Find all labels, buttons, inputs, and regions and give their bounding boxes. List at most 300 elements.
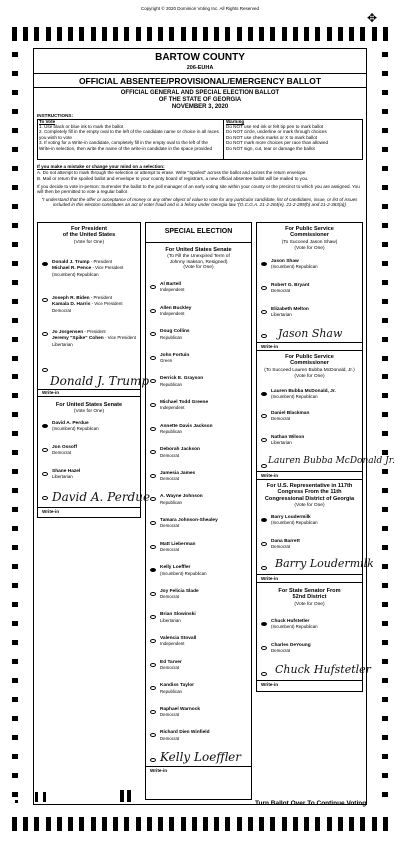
oval-writein-house[interactable] [261, 566, 267, 570]
timing-mark [23, 27, 28, 41]
copyright-text: Copyright © 2020 Dominion Voting Inc. All Rights Reserved [140, 6, 260, 11]
vote-for-one: (Vote for One) [294, 245, 325, 251]
candidate-name: Daniel Blackman [271, 411, 310, 416]
timing-mark [360, 27, 365, 41]
candidate-name: Ed Tarver [160, 659, 182, 665]
timing-mark [382, 223, 388, 228]
oval-trump[interactable] [42, 262, 48, 266]
timing-mark [79, 817, 84, 831]
divider [33, 73, 367, 74]
timing-mark [158, 27, 163, 41]
timing-mark [349, 817, 354, 831]
race-title-line: For U.S. Representative in 117th [266, 483, 353, 489]
oval-writein-psc1[interactable] [261, 334, 267, 338]
candidate-name: Donald J. Trump [52, 260, 90, 265]
election-date: NOVEMBER 3, 2020 [171, 104, 229, 110]
race-title-line: of the United States [62, 232, 116, 239]
timing-mark [293, 817, 298, 831]
oval-wilson[interactable] [261, 438, 267, 442]
timing-mark [382, 71, 388, 76]
candidate-blackman [271, 411, 361, 423]
candidate-party: Democrat [160, 523, 180, 529]
warning-item: Do NOT sign, cut, tear or damage the ballot [226, 145, 315, 151]
timing-mark [382, 583, 388, 588]
timing-mark [12, 318, 18, 323]
candidate-oval[interactable] [150, 356, 156, 360]
timing-mark [12, 716, 18, 721]
timing-mark [12, 52, 18, 57]
timing-mark [91, 817, 96, 831]
candidate-party: Libertarian [52, 341, 73, 347]
timing-mark [192, 817, 197, 831]
candidate-name: Allen Buckley [160, 305, 192, 311]
candidate-role: - President [83, 329, 106, 334]
instructions-divider [223, 119, 224, 160]
candidate-name: Derrick E. Grayson [160, 376, 204, 382]
timing-mark [12, 147, 18, 152]
timing-mark [382, 356, 388, 361]
vote-for-one: (Vote for One) [294, 602, 325, 607]
candidate-barrett [271, 539, 361, 551]
senate-title: For United States Senate [55, 402, 123, 408]
candidate-oval[interactable] [150, 309, 156, 313]
writein-label: Write-in [261, 344, 279, 349]
instruction-step: 3. If voting for a Write-in candidate, completely fill in the empty oval to the left of the Write-in selection, then write the name of the write-in candidate in the space provided [39, 140, 213, 151]
candidate-party: Democrat [160, 476, 180, 482]
timing-mark [372, 27, 377, 41]
oval-mcdonald[interactable] [261, 392, 267, 396]
oval-perdue[interactable] [42, 424, 48, 428]
timing-mark [382, 318, 388, 323]
candidate-role: - President [89, 295, 113, 300]
county-name: BARTOW COUNTY [155, 52, 245, 63]
writein-line [257, 342, 362, 343]
oval-loudermilk[interactable] [261, 518, 267, 522]
timing-mark [12, 817, 17, 831]
oval-barrett[interactable] [261, 542, 267, 546]
timing-mark [382, 716, 388, 721]
candidate-name: Jeremy "Spike" Cohen [52, 336, 104, 342]
timing-mark [304, 27, 309, 41]
candidate-party: (Incumbent) Republican [271, 624, 318, 630]
oval-melton[interactable] [261, 310, 267, 314]
timing-mark [12, 659, 18, 664]
timing-mark [382, 640, 388, 645]
candidate-name: Robert G. Bryant [271, 283, 310, 288]
timing-mark [46, 27, 51, 41]
timing-mark [12, 583, 18, 588]
timing-mark [12, 185, 18, 190]
timing-mark [382, 507, 388, 512]
oval-biden[interactable] [42, 298, 48, 302]
top-timing-marks [12, 27, 388, 41]
timing-mark [12, 697, 18, 702]
timing-mark [382, 280, 388, 285]
ballot-title: OFFICIAL ABSENTEE/PROVISIONAL/EMERGENCY BALLOT [78, 76, 322, 86]
timing-mark [34, 27, 39, 41]
candidate-oval[interactable] [150, 403, 156, 407]
instruction-step: 2. Completely fill in the empty oval to the left of the candidate name or choice in all races you wish to vote [39, 129, 219, 140]
warning-item: Do NOT use red ink or felt tip pen to mark ballot [226, 124, 324, 129]
candidate-role: - Vice President [90, 301, 123, 307]
timing-mark [382, 52, 388, 57]
timing-mark [12, 754, 18, 759]
instruction-step: 1. Use black or blue ink to mark the ballot [39, 124, 124, 129]
candidate-name: Valencia Stovall [160, 636, 197, 641]
candidate-oval[interactable] [150, 285, 156, 289]
timing-mark [293, 27, 298, 41]
candidate-shaw [271, 259, 361, 271]
timing-mark [382, 431, 388, 436]
ballot-subtitle-1: OFFICIAL GENERAL AND SPECIAL ELECTION BALLOT [120, 90, 280, 96]
race-sub-line: (To Succeed Lauren Bubba McDonald, Jr.) [264, 368, 355, 373]
timing-mark [382, 469, 388, 474]
timing-mark [102, 817, 107, 831]
writein-label: Write-in [42, 509, 60, 514]
handwritten-writein: Jason Shaw [278, 327, 343, 340]
timing-mark [315, 27, 320, 41]
race-title-line: Commissioner [290, 360, 329, 367]
candidate-entry [160, 282, 250, 294]
timing-mark [181, 817, 186, 831]
oval-writein-senate[interactable] [42, 496, 48, 500]
ballot-code: 206-EUHA [186, 65, 214, 71]
oval-ossoff[interactable] [42, 448, 48, 452]
candidate-name: Jon Ossoff [52, 445, 78, 450]
timing-mark [192, 27, 197, 41]
race-title-line: Congressional District of Georgia [264, 495, 355, 502]
timing-mark [382, 735, 388, 740]
candidate-name: Jamesia James [160, 470, 196, 476]
divider [37, 396, 141, 397]
candidate-loudermilk [271, 515, 361, 527]
candidate-party: Republican [160, 381, 182, 387]
timing-mark [102, 27, 107, 41]
timing-mark [12, 735, 18, 740]
candidate-oval[interactable] [150, 545, 156, 549]
candidate-name: Joseph R. Biden [52, 296, 90, 301]
timing-mark [12, 412, 18, 417]
candidate-party: Democrat [160, 735, 180, 741]
candidate-party: Democrat [160, 547, 180, 552]
timing-mark [382, 678, 388, 683]
candidate-deyoung [271, 643, 361, 655]
oval-deyoung[interactable] [261, 646, 267, 650]
candidate-role: - Vice President [103, 335, 136, 341]
candidate-party: Republican [160, 334, 182, 340]
timing-mark [91, 27, 96, 41]
oval-hufstetler[interactable] [261, 622, 267, 626]
candidate-party: Republican [160, 688, 182, 694]
oval-writein-special[interactable] [150, 758, 156, 762]
candidate-name: John Fortuin [160, 352, 190, 358]
timing-mark [270, 27, 275, 41]
timing-mark [12, 90, 18, 95]
oval-shaw[interactable] [261, 262, 267, 266]
candidate-oval[interactable] [150, 663, 156, 667]
timing-mark [282, 817, 287, 831]
candidate-party: Democrat [271, 416, 291, 422]
candidate-mcdonald [271, 389, 361, 401]
ballot-subtitle-2: OF THE STATE OF GEORGIA [158, 97, 242, 103]
candidate-name: Lauren Bubba McDonald, Jr. [271, 389, 336, 394]
candidate-name: Matt Lieberman [160, 541, 196, 547]
timing-mark [12, 204, 18, 209]
timing-mark [338, 817, 343, 831]
timing-mark [382, 90, 388, 95]
timing-mark [327, 27, 332, 41]
candidate-entry [160, 565, 250, 577]
candidate-entry [160, 353, 250, 365]
oval-writein-psc2[interactable] [261, 464, 267, 468]
candidate-entry [160, 660, 250, 672]
candidate-party: (Incumbent) Republican [160, 570, 207, 576]
candidate-name: Richard Dien Winfield [160, 730, 210, 736]
candidate-role: - Vice President [91, 265, 124, 271]
timing-mark [12, 678, 18, 683]
candidate-entry [160, 707, 250, 719]
candidate-name: Shane Hazel [52, 469, 81, 474]
candidate-name: Elizabeth Melton [271, 307, 309, 312]
timing-mark [383, 817, 388, 831]
timing-mark [382, 299, 388, 304]
candidate-trump [52, 259, 140, 278]
oval-jorgensen[interactable] [42, 332, 48, 336]
race-sub-line: (To Succeed Jason Shaw) [281, 240, 338, 245]
candidate-entry [160, 636, 250, 648]
race-title-line: For President [70, 226, 108, 232]
to-vote-heading: To Vote [39, 119, 56, 124]
bottom-timing-marks [12, 817, 388, 831]
timing-mark [113, 27, 118, 41]
warning-item: Do NOT use check marks or X to mark ballot [226, 134, 318, 140]
candidate-party: Independent [160, 311, 185, 316]
oval-bryant[interactable] [261, 286, 267, 290]
timing-mark [158, 817, 163, 831]
timing-mark [12, 356, 18, 361]
candidate-oval[interactable] [150, 592, 156, 596]
candidate-party: Independent [160, 287, 185, 293]
timing-mark [12, 280, 18, 285]
timing-mark [124, 817, 129, 831]
oval-writein-president[interactable] [42, 368, 48, 372]
candidate-hazel [52, 469, 140, 481]
candidate-party: Democrat [271, 648, 291, 654]
crosshair-icon: ✥ [367, 11, 378, 25]
candidate-name: Kandiss Taylor [160, 683, 195, 689]
candidate-party: Democrat [271, 544, 291, 550]
candidate-party: Libertarian [271, 312, 292, 318]
timing-mark [248, 27, 253, 41]
candidate-name: Jason Shaw [271, 259, 299, 264]
candidate-entry [160, 612, 250, 624]
candidate-oval[interactable] [150, 710, 156, 714]
candidate-name: Joy Felicia Slade [160, 588, 199, 594]
candidate-party: Democrat [52, 307, 72, 313]
timing-mark [382, 242, 388, 247]
timing-mark [79, 27, 84, 41]
writein-line [257, 471, 362, 472]
timing-mark [382, 659, 388, 664]
mistake-a: A. Do not attempt to mark through the selection or attempt to erase. Write "Spoiled" across the ballot and across the return envelope [37, 170, 306, 175]
timing-mark [382, 185, 388, 190]
timing-mark [383, 27, 388, 41]
timing-mark [382, 109, 388, 114]
candidate-name: Annette Davis Jackson [160, 423, 213, 429]
candidate-party: (Incumbent) Republican [271, 264, 318, 270]
timing-mark [203, 817, 208, 831]
candidate-name: Michael Todd Greene [160, 400, 209, 405]
candidate-wilson [271, 435, 361, 447]
divider [33, 87, 367, 88]
timing-mark [12, 602, 18, 607]
writein-line [38, 507, 140, 508]
in-person-note: If you decide to vote in-person: Surrender the ballot to the poll manager of an early voting site within your county or the precinct to which you are assigned. You will then be permitted to vote a regular ballot [37, 184, 360, 195]
writein-line [257, 680, 362, 681]
warning-item: Do NOT mark more choices per race than allowed [226, 140, 329, 146]
vote-for-one: (Vote for One) [183, 265, 214, 271]
timing-mark [169, 27, 174, 41]
timing-mark [382, 564, 388, 569]
timing-mark [214, 817, 219, 831]
candidate-oval[interactable] [150, 639, 156, 643]
special-election-heading: SPECIAL ELECTION [164, 228, 233, 235]
candidate-party: Republican [160, 429, 182, 434]
timing-mark [382, 337, 388, 342]
candidate-party: Independent [160, 405, 185, 411]
candidate-party: Libertarian [160, 617, 181, 623]
timing-mark [382, 773, 388, 778]
candidate-name: Tamara Johnson-Shealey [160, 518, 218, 523]
race-title-line: Congress From the 11th [277, 489, 342, 496]
writein-line [146, 766, 251, 767]
candidate-entry [160, 376, 250, 388]
timing-mark [12, 109, 18, 114]
timing-mark [237, 27, 242, 41]
race-title-line: 52nd District [292, 594, 327, 601]
candidate-party: (Incumbent) Republican [271, 394, 318, 400]
psc2-title [256, 354, 363, 367]
timing-mark [12, 526, 18, 531]
instructions-heading: INSTRUCTIONS: [37, 113, 73, 118]
timing-mark [12, 27, 17, 41]
timing-mark [382, 450, 388, 455]
timing-mark [12, 299, 18, 304]
timing-mark [12, 450, 18, 455]
timing-mark [360, 817, 365, 831]
candidate-name: Brian Slowinski [160, 612, 196, 618]
oval-blackman[interactable] [261, 414, 267, 418]
president-title [37, 226, 141, 239]
vote-for-one: (Vote for One) [294, 373, 325, 379]
divider [256, 479, 363, 480]
candidate-name: Nathan Wilson [271, 435, 305, 440]
candidate-party: Democrat [160, 594, 180, 600]
timing-mark [304, 817, 309, 831]
instructions-steps [39, 124, 219, 151]
timing-mark [237, 817, 242, 831]
candidate-name: Deborah Jackson [160, 447, 200, 453]
timing-mark [382, 393, 388, 398]
candidate-party: Libertarian [271, 440, 292, 446]
timing-mark [12, 640, 18, 645]
timing-mark [315, 817, 320, 831]
candidate-name: Raphael Warnock [160, 706, 201, 712]
timing-mark [34, 817, 39, 831]
candidate-oval[interactable] [150, 427, 156, 431]
handwritten-writein: Donald J. Trump [50, 374, 150, 388]
candidate-name: Kamala D. Harris [52, 302, 91, 308]
timing-mark [259, 27, 264, 41]
candidate-party: Democrat [160, 712, 180, 718]
left-timing-marks [12, 52, 18, 797]
candidate-name: Al Bartell [160, 282, 182, 287]
divider [145, 242, 252, 243]
timing-mark [169, 817, 174, 831]
candidate-entry [160, 730, 250, 742]
candidate-oval[interactable] [150, 474, 156, 478]
candidate-name: A. Wayne Johnson [160, 494, 203, 500]
candidate-party: Democrat [160, 665, 180, 670]
timing-mark [12, 242, 18, 247]
timing-mark [136, 27, 141, 41]
mistake-heading: If you make a mistake or change your mind on a selection: [37, 164, 165, 169]
timing-mark [327, 817, 332, 831]
timing-mark [68, 27, 73, 41]
candidate-party: Democrat [52, 450, 72, 456]
candidate-party: Democrat [271, 288, 291, 294]
psc1-title [256, 226, 363, 239]
timing-mark [382, 545, 388, 550]
candidate-jorgensen [52, 329, 140, 348]
timing-mark [12, 223, 18, 228]
candidate-entry [160, 329, 250, 341]
handwritten-writein: Barry Loudermilk [275, 557, 374, 570]
timing-mark [382, 374, 388, 379]
race-title-line: For Public Service [285, 354, 334, 360]
timing-mark [147, 817, 152, 831]
candidate-entry [160, 306, 250, 318]
candidate-party: Republican [160, 499, 182, 505]
candidate-party: Libertarian [52, 474, 73, 480]
timing-mark [12, 431, 18, 436]
candidate-name: Doug Collins [160, 329, 190, 335]
candidate-melton [271, 307, 361, 319]
oval-hazel[interactable] [42, 472, 48, 476]
candidate-name: Michael R. Pence [52, 266, 92, 272]
timing-mark [12, 564, 18, 569]
candidate-entry [160, 447, 250, 459]
timing-mark [382, 166, 388, 171]
timing-mark [382, 697, 388, 702]
handwritten-writein: David A. Perdue [52, 490, 151, 504]
timing-mark [270, 817, 275, 831]
timing-mark [372, 817, 377, 831]
timing-mark [12, 488, 18, 493]
candidate-name: Charles DeYoung [271, 643, 311, 648]
candidate-oval[interactable] [150, 521, 156, 525]
candidate-party: (Incumbent) Republican [271, 520, 318, 526]
candidate-name: Chuck Hufstetler [271, 619, 310, 624]
timing-mark [382, 488, 388, 493]
candidate-party: Green [160, 358, 173, 364]
handwritten-writein: Chuck Hufstetler [275, 663, 371, 676]
oval-writein-state-senate[interactable] [261, 672, 267, 676]
race-title-line: For State Senator From [278, 588, 341, 594]
race-title-line: Commissioner [290, 232, 329, 239]
divider [256, 350, 363, 351]
timing-mark [113, 817, 118, 831]
